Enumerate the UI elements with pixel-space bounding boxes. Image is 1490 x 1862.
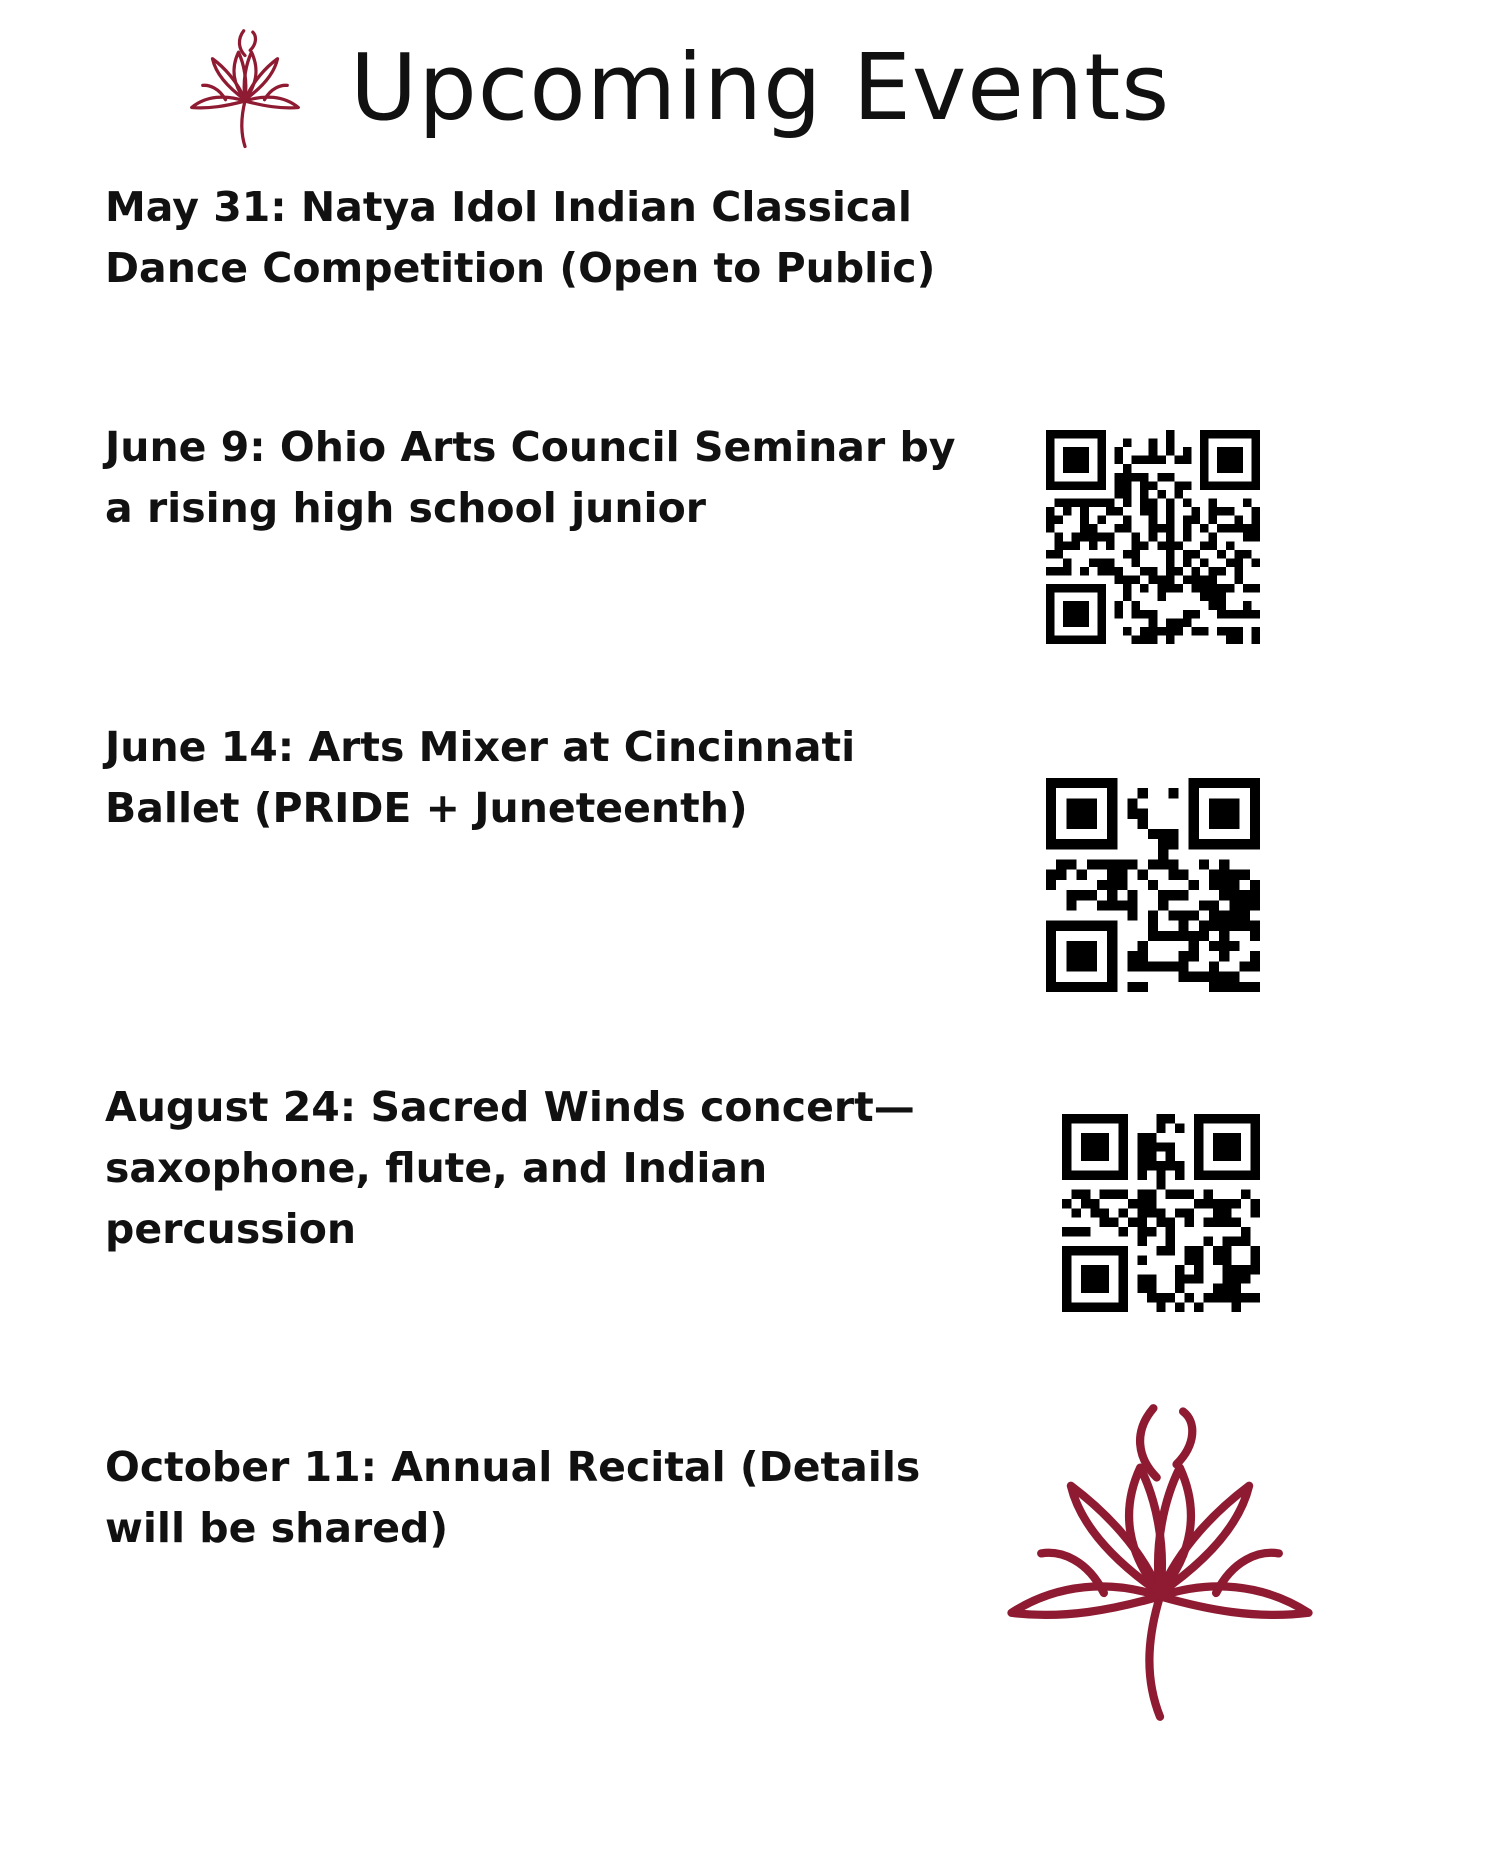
- event-item-august-24: August 24: Sacred Winds concert— saxophone, flute, and Indian percussion: [105, 1083, 915, 1253]
- qr-code-june-9[interactable]: [1046, 430, 1260, 644]
- event-item-october-11: October 11: Annual Recital (Details will be shared): [105, 1443, 921, 1552]
- page-title: Upcoming Events: [350, 34, 1171, 141]
- page-header: [180, 18, 1170, 158]
- event-item-june-14: June 14: Arts Mixer at Cincinnati Ballet (PRIDE + Juneteenth): [105, 723, 856, 832]
- lotus-icon: [995, 1395, 1325, 1725]
- qr-code-june-14[interactable]: [1046, 778, 1260, 992]
- event-item-june-9: June 9: Ohio Arts Council Seminar by a rising high school junior: [105, 423, 956, 532]
- event-item-may-31: May 31: Natya Idol Indian Classical Dance Competition (Open to Public): [105, 183, 936, 292]
- qr-code-august-24[interactable]: [1062, 1114, 1260, 1312]
- lotus-icon: [180, 23, 310, 153]
